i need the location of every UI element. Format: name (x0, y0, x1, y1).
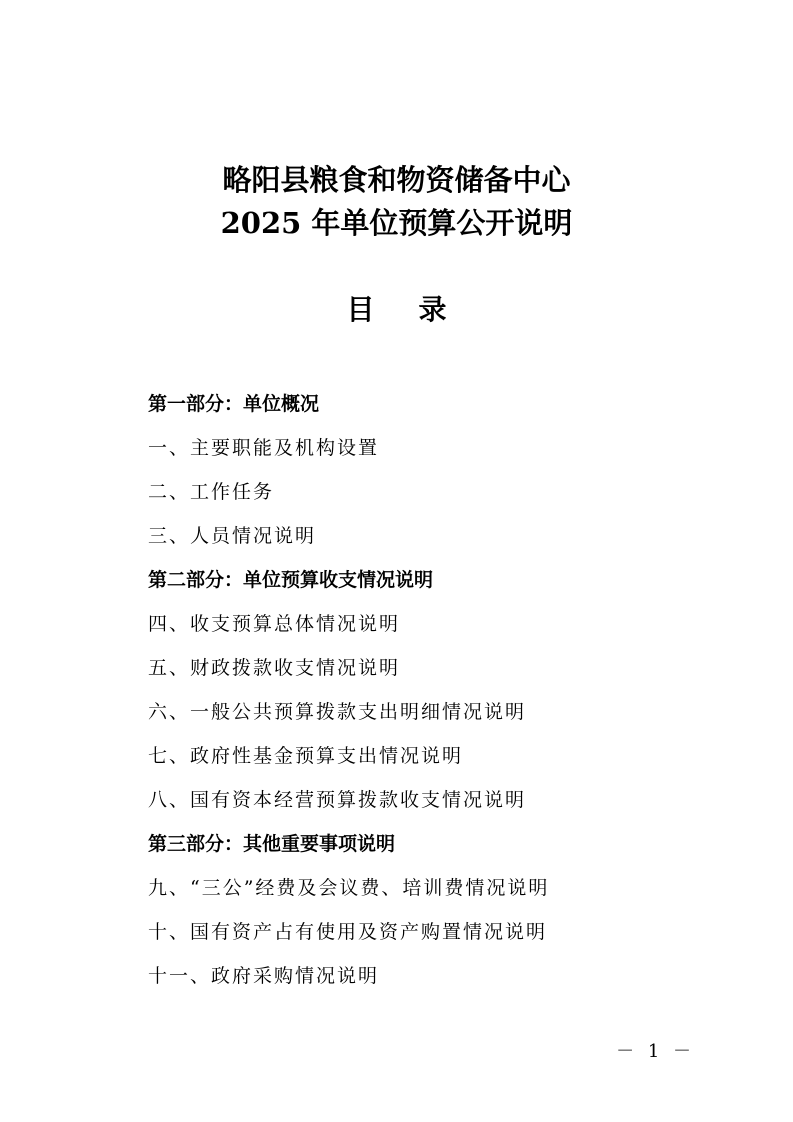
toc-entry-9: 九、“三公”经费及会议费、培训费情况说明 (148, 877, 550, 899)
toc-entry-3: 三、人员情况说明 (148, 525, 317, 547)
toc-heading (0, 290, 793, 330)
toc-entry-10: 十、国有资产占有使用及资产购置情况说明 (148, 921, 548, 943)
toc-entry-1: 一、主要职能及机构设置 (148, 437, 380, 459)
toc-list (148, 388, 748, 1004)
toc-section-2: 第二部分：单位预算收支情况说明 (148, 569, 434, 591)
document-title-line-1: 略阳县粮食和物资储备中心 (222, 163, 571, 197)
toc-entry-5: 五、财政拨款收支情况说明 (148, 657, 401, 679)
toc-heading-char-1: 目 (346, 293, 375, 326)
toc-section-1: 第一部分：单位概况 (148, 393, 320, 415)
toc-entry-2: 二、工作任务 (148, 481, 275, 503)
toc-entry-8: 八、国有资本经营预算拨款收支情况说明 (148, 789, 527, 811)
toc-entry-7: 七、政府性基金预算支出情况说明 (148, 745, 464, 767)
toc-entry-6: 六、一般公共预算拨款支出明细情况说明 (148, 701, 527, 723)
document-title-line-2: 2025 年单位预算公开说明 (220, 206, 573, 240)
toc-entry-11: 十一、政府采购情况说明 (148, 965, 380, 987)
toc-entry-4: 四、收支预算总体情况说明 (148, 613, 401, 635)
toc-heading-char-2: 录 (418, 293, 447, 326)
toc-section-3: 第三部分：其他重要事项说明 (148, 833, 396, 855)
page-number: － 1 － (616, 1041, 695, 1062)
